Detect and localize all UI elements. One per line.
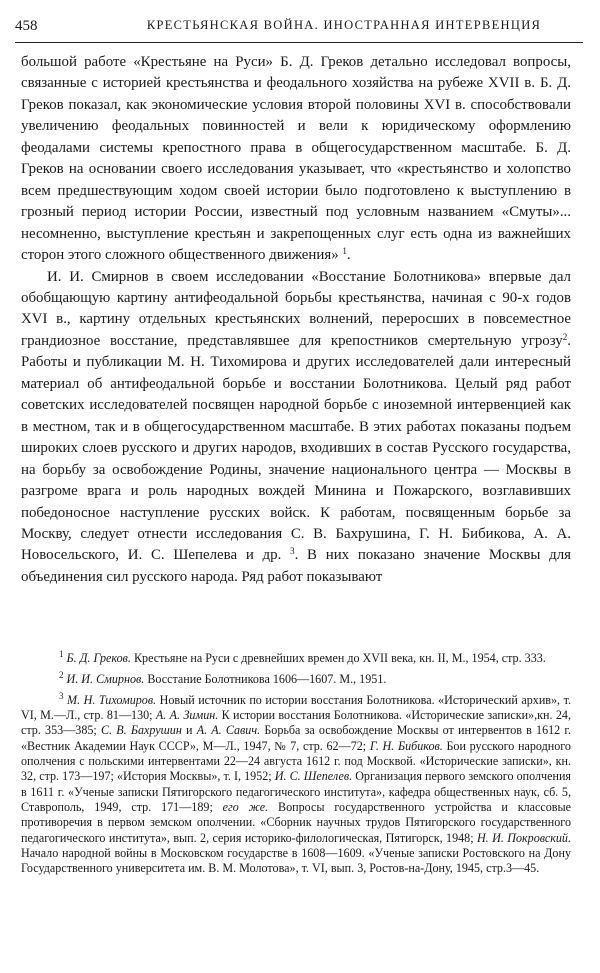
footnote-ref[interactable]: 1	[342, 246, 347, 257]
footnote-text: Бои русского народного ополчения с польскими интервентами 22—24 августа 1612 г. под Москвой. «Исторические записки», кн. 32, стр. 173—197; «История Москвы», т. I, 1952;	[21, 738, 571, 784]
main-text	[21, 52, 571, 588]
footnote	[21, 672, 571, 687]
footnote-text: Организация первого земского ополчения в 1611 г. «Ученые записки Пятигорского педагогического института», кафедра общественных наук, сб. 5, Ставрополь, 1949, стр. 171—189;	[21, 769, 571, 815]
footnote	[21, 690, 572, 877]
footnote-author: А. А. Савич.	[196, 723, 261, 738]
footnote	[21, 651, 571, 666]
footnote-text: Борьба за освобождение Москвы от интервентов в 1612 г. «Вестник Академии Наук СССР», М—Л., 1947, № 7, стр. 62—72;	[21, 723, 572, 753]
footnote-author: И. И. Смирнов.	[66, 672, 145, 687]
paragraph: большой работе «Крестьяне на Руси» Б. Д. Греков детально исследовал вопросы, связанные с историей крестьянства и феодального хозяйства на рубеже XVII в. Б. Д. Греков показал, как экономические условия второй половины XVI в. способствовали увеличению феодальных повинностей и вели к юридическому оформлению феодалами системы крепостного права в общегосударственном масштабе. Б. Д. Греков на основании своего исследования указывает, что «крестьянство и холопство всем предшествующим ходом своей истории было подготовлено к выступлению в грозный период истории России, известный под условным названием «Смуты»... несомненно, выступление крестьян и закрепощенных слуг есть одна из важнейших сторон этого сложного общественного движения» $^1$.	[21, 54, 571, 264]
running-head: КРЕСТЬЯНСКАЯ ВОЙНА. ИНОСТРАННАЯ ИНТЕРВЕНЦИЯ	[146, 18, 542, 32]
paragraph	[21, 267, 571, 589]
footnote-author: его же.	[222, 800, 269, 815]
footnote-number: 2	[59, 670, 64, 681]
page-header	[15, 10, 583, 43]
footnote-author: М. Н. Тихомиров.	[67, 692, 157, 707]
paragraph-text: И. И. Смирнов в своем исследовании «Восстание Болотникова» впервые дал обобщающую картину антифеодальной борьбы крестьянства, начиная с 90-х годов XVI в., картину отдельных крестьянских волнений, переросших в повсеместное грандиозное восстание, представлявшее для крепостников смертельную угрозу	[21, 268, 571, 349]
footnote-ref[interactable]: 3	[290, 546, 295, 557]
footnote-author: Г. Н. Бибиков.	[369, 738, 443, 753]
footnote-text: Новый источник по истории восстания Болотникова. «Исторический архив», т. VI, М.—Л., стр. 81—130;	[21, 692, 571, 723]
footnote-text: Крестьяне на Руси с древнейших времен до XVII века, кн. II, М., 1954, стр. 333.	[133, 651, 546, 665]
footnote-number: 3	[59, 690, 64, 701]
page-number: 458	[15, 18, 38, 34]
footnote-author: Б. Д. Греков.	[66, 651, 131, 665]
footnote-text: К истории восстания Болотникова. «Исторические записки»,кн. 24, стр. 353—385;	[21, 708, 571, 738]
footnote-author: Н. И. Покровский.	[476, 830, 571, 845]
footnote-author: И. С. Шепелев.	[274, 769, 353, 784]
footnote-text: Начало народной войны в Московском государстве в 1608—1609. «Ученые записки Ростовского на Дону Государственного университета им. В. М. Молотова», т. VI, вып. 3, Ростов-на-Дону, 1945, стр.3—45.	[21, 846, 571, 876]
paragraph-text: . Работы и публикации М. Н. Тихомирова и других исследователей дали интересный материал об антифеодальной борьбе и восстании Болотникова. Целый ряд работ советских исследователей посвящен народной борьбе с иноземной интервенцией как в местном, так и в общегосударственном масштабе. В этих работах показаны подъем широких слоев русского и других народов, входивших в состав Русского государства, на борьбу за освобождение Родины, значение национального центра — Москвы в разгроме врага и роль народных вождей Минина и Пожарского, возглавивших победоносное наступление русских войск. К работам, посвященным борьбе за Москву, следует отнести исследования С. В. Бахрушина, Г. Н. Бибикова, А. А. Новосельского, И. С. Шепелева и др.	[21, 332, 571, 564]
footnote-ref[interactable]: 2	[562, 331, 568, 342]
paragraph-text: . В них показано значение Москвы для объединения сил русского народа. Ряд работ показывают	[21, 547, 571, 585]
footnote-number: 1	[59, 649, 64, 659]
footnote-text: Вопросы государственного устройства и классовые противоречия в первом земском ополчении. «Сборник научных трудов Пятигорского государственного педагогического института», вып. 2, серия историко-филологическая, Пятигорск, 1948;	[21, 800, 572, 845]
footnote-author: С. В. Бахрушин	[100, 723, 182, 738]
footnote-text: Восстание Болотникова 1606—1607. М., 1951.	[147, 672, 387, 687]
paragraph-text: большой работе «Крестьяне на Руси» Б. Д. Греков детально исследовал вопросы, связанные с историей крестьянства и феодального хозяйства на рубеже XVII в. Б. Д. Греков показал, как экономические условия второй половины XVI в. способствовали увеличению феодальных повинностей и вели к юридическому оформлению феодалами системы крепостного права в общегосударственном масштабе. Б. Д. Греков на основании своего исследования указывает, что «крестьянство и холопство всем предшествующим ходом своей истории было подготовлено к выступлению в грозный период истории России, известный под условным названием «Смуты»... несомненно, выступление крестьян и закрепощенных слуг есть одна из важнейших сторон этого сложного общественного движения»	[21, 54, 571, 264]
footnote-author: А. А. Зимин.	[155, 708, 219, 723]
footnotes	[21, 651, 571, 877]
footnote-text: и	[186, 723, 193, 738]
